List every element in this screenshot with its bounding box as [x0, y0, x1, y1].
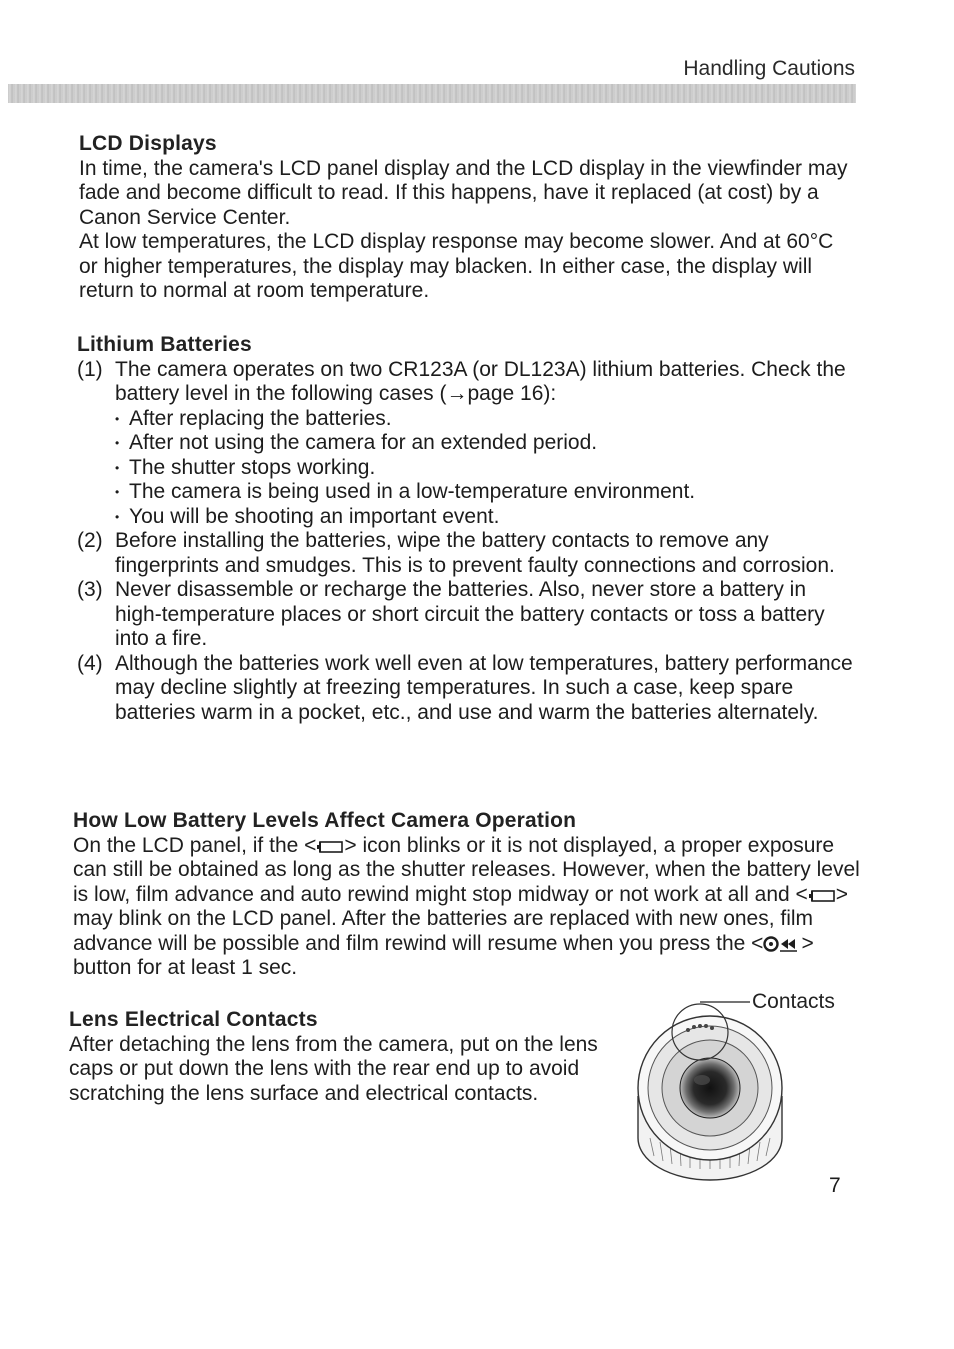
- item-number: (2): [77, 529, 103, 552]
- battery-icon: [316, 841, 344, 853]
- lens-rear-icon: [630, 988, 860, 1188]
- section-low-battery: [73, 809, 863, 981]
- section-heading: LCD Displays: [79, 132, 217, 155]
- text-segment: > may blink on the LCD panel. After the batteries are replaced with new ones, film advance will be possible and film rewind will resume when you press the <: [73, 882, 849, 955]
- bullet-text: The camera is being used in a low-temperature environment.: [129, 480, 696, 503]
- paragraph: [73, 834, 863, 981]
- paragraph: In time, the camera's LCD panel display and the LCD display in the viewfinder may fade and become difficult to read. If this happens, have it replaced (at cost) by a Canon Service Center.: [79, 156, 848, 229]
- running-head: Handling Cautions: [683, 57, 855, 80]
- item-number: (1): [77, 357, 103, 381]
- section-heading: Lithium Batteries: [77, 333, 252, 356]
- bullet-text: You will be shooting an important event.: [129, 504, 500, 528]
- list-item: [77, 652, 857, 726]
- bullet-text: After not using the camera for an extended period.: [129, 431, 598, 454]
- numbered-list: [77, 358, 857, 726]
- page-number: 7: [829, 1174, 841, 1197]
- item-text: Although the batteries work well even at low temperatures, battery performance may decline slightly at freezing temperatures. In such a case, keep spare batteries warm in a pocket, etc., and use and warm the batteries alternately.: [115, 651, 853, 724]
- list-item: [77, 578, 857, 652]
- bullet-item: [115, 505, 857, 530]
- bullet-icon: •: [115, 411, 120, 426]
- paragraph: At low temperatures, the LCD display response may become slower. And at 60°C or higher temperatures, the display may blacken. In either case, the display will return to normal at room temperature.: [79, 230, 834, 302]
- bullet-icon: •: [115, 460, 120, 475]
- text-segment: > icon blinks or it is not displayed, a proper exposure can still be obtained as long as the shutter releases. However, when the battery level is low, film advance and auto rewind might stop midway or not work at all and <: [73, 833, 860, 906]
- item-text: Before installing the batteries, wipe the battery contacts to remove any fingerprints and smudges. This is to prevent faulty connections and corrosion.: [115, 529, 835, 577]
- bullet-icon: •: [115, 485, 120, 499]
- list-item: [77, 358, 857, 530]
- text-segment: On the LCD panel, if the <: [73, 833, 317, 857]
- battery-icon: [808, 890, 836, 902]
- bullet-item: [115, 480, 857, 505]
- bullet-text: After replacing the batteries.: [129, 406, 392, 430]
- header-bar: [8, 84, 856, 103]
- text-segment: > button for at least 1 sec.: [73, 931, 814, 979]
- section-lens-contacts: [69, 1008, 629, 1106]
- item-text: The camera operates on two CR123A (or DL123A) lithium batteries. Check the battery level in the following cases (→page 16):: [115, 357, 846, 405]
- bullet-item: [115, 431, 857, 456]
- item-number: (3): [77, 578, 103, 601]
- section-heading: How Low Battery Levels Affect Camera Operation: [73, 809, 577, 832]
- item-number: (4): [77, 651, 103, 675]
- bullet-item: [115, 407, 857, 432]
- bullet-list: [115, 407, 857, 530]
- section-lcd-displays: [79, 132, 849, 304]
- bullet-icon: •: [115, 436, 120, 450]
- film-rewind-icon: [763, 935, 801, 953]
- list-item: [77, 529, 857, 578]
- paragraph: After detaching the lens from the camera, put on the lens caps or put down the lens with the rear end up to avoid scratching the lens surface and electrical contacts.: [69, 1032, 598, 1105]
- figure-label-contacts: Contacts: [752, 990, 835, 1013]
- section-heading: Lens Electrical Contacts: [69, 1008, 318, 1031]
- item-text: Never disassemble or recharge the batteries. Also, never store a battery in high-temperature places or short circuit the battery contacts or toss a battery into a fire.: [115, 578, 825, 650]
- bullet-item: [115, 456, 857, 481]
- bullet-text: The shutter stops working.: [129, 455, 376, 479]
- section-lithium-batteries: [77, 333, 857, 725]
- bullet-icon: •: [115, 509, 120, 524]
